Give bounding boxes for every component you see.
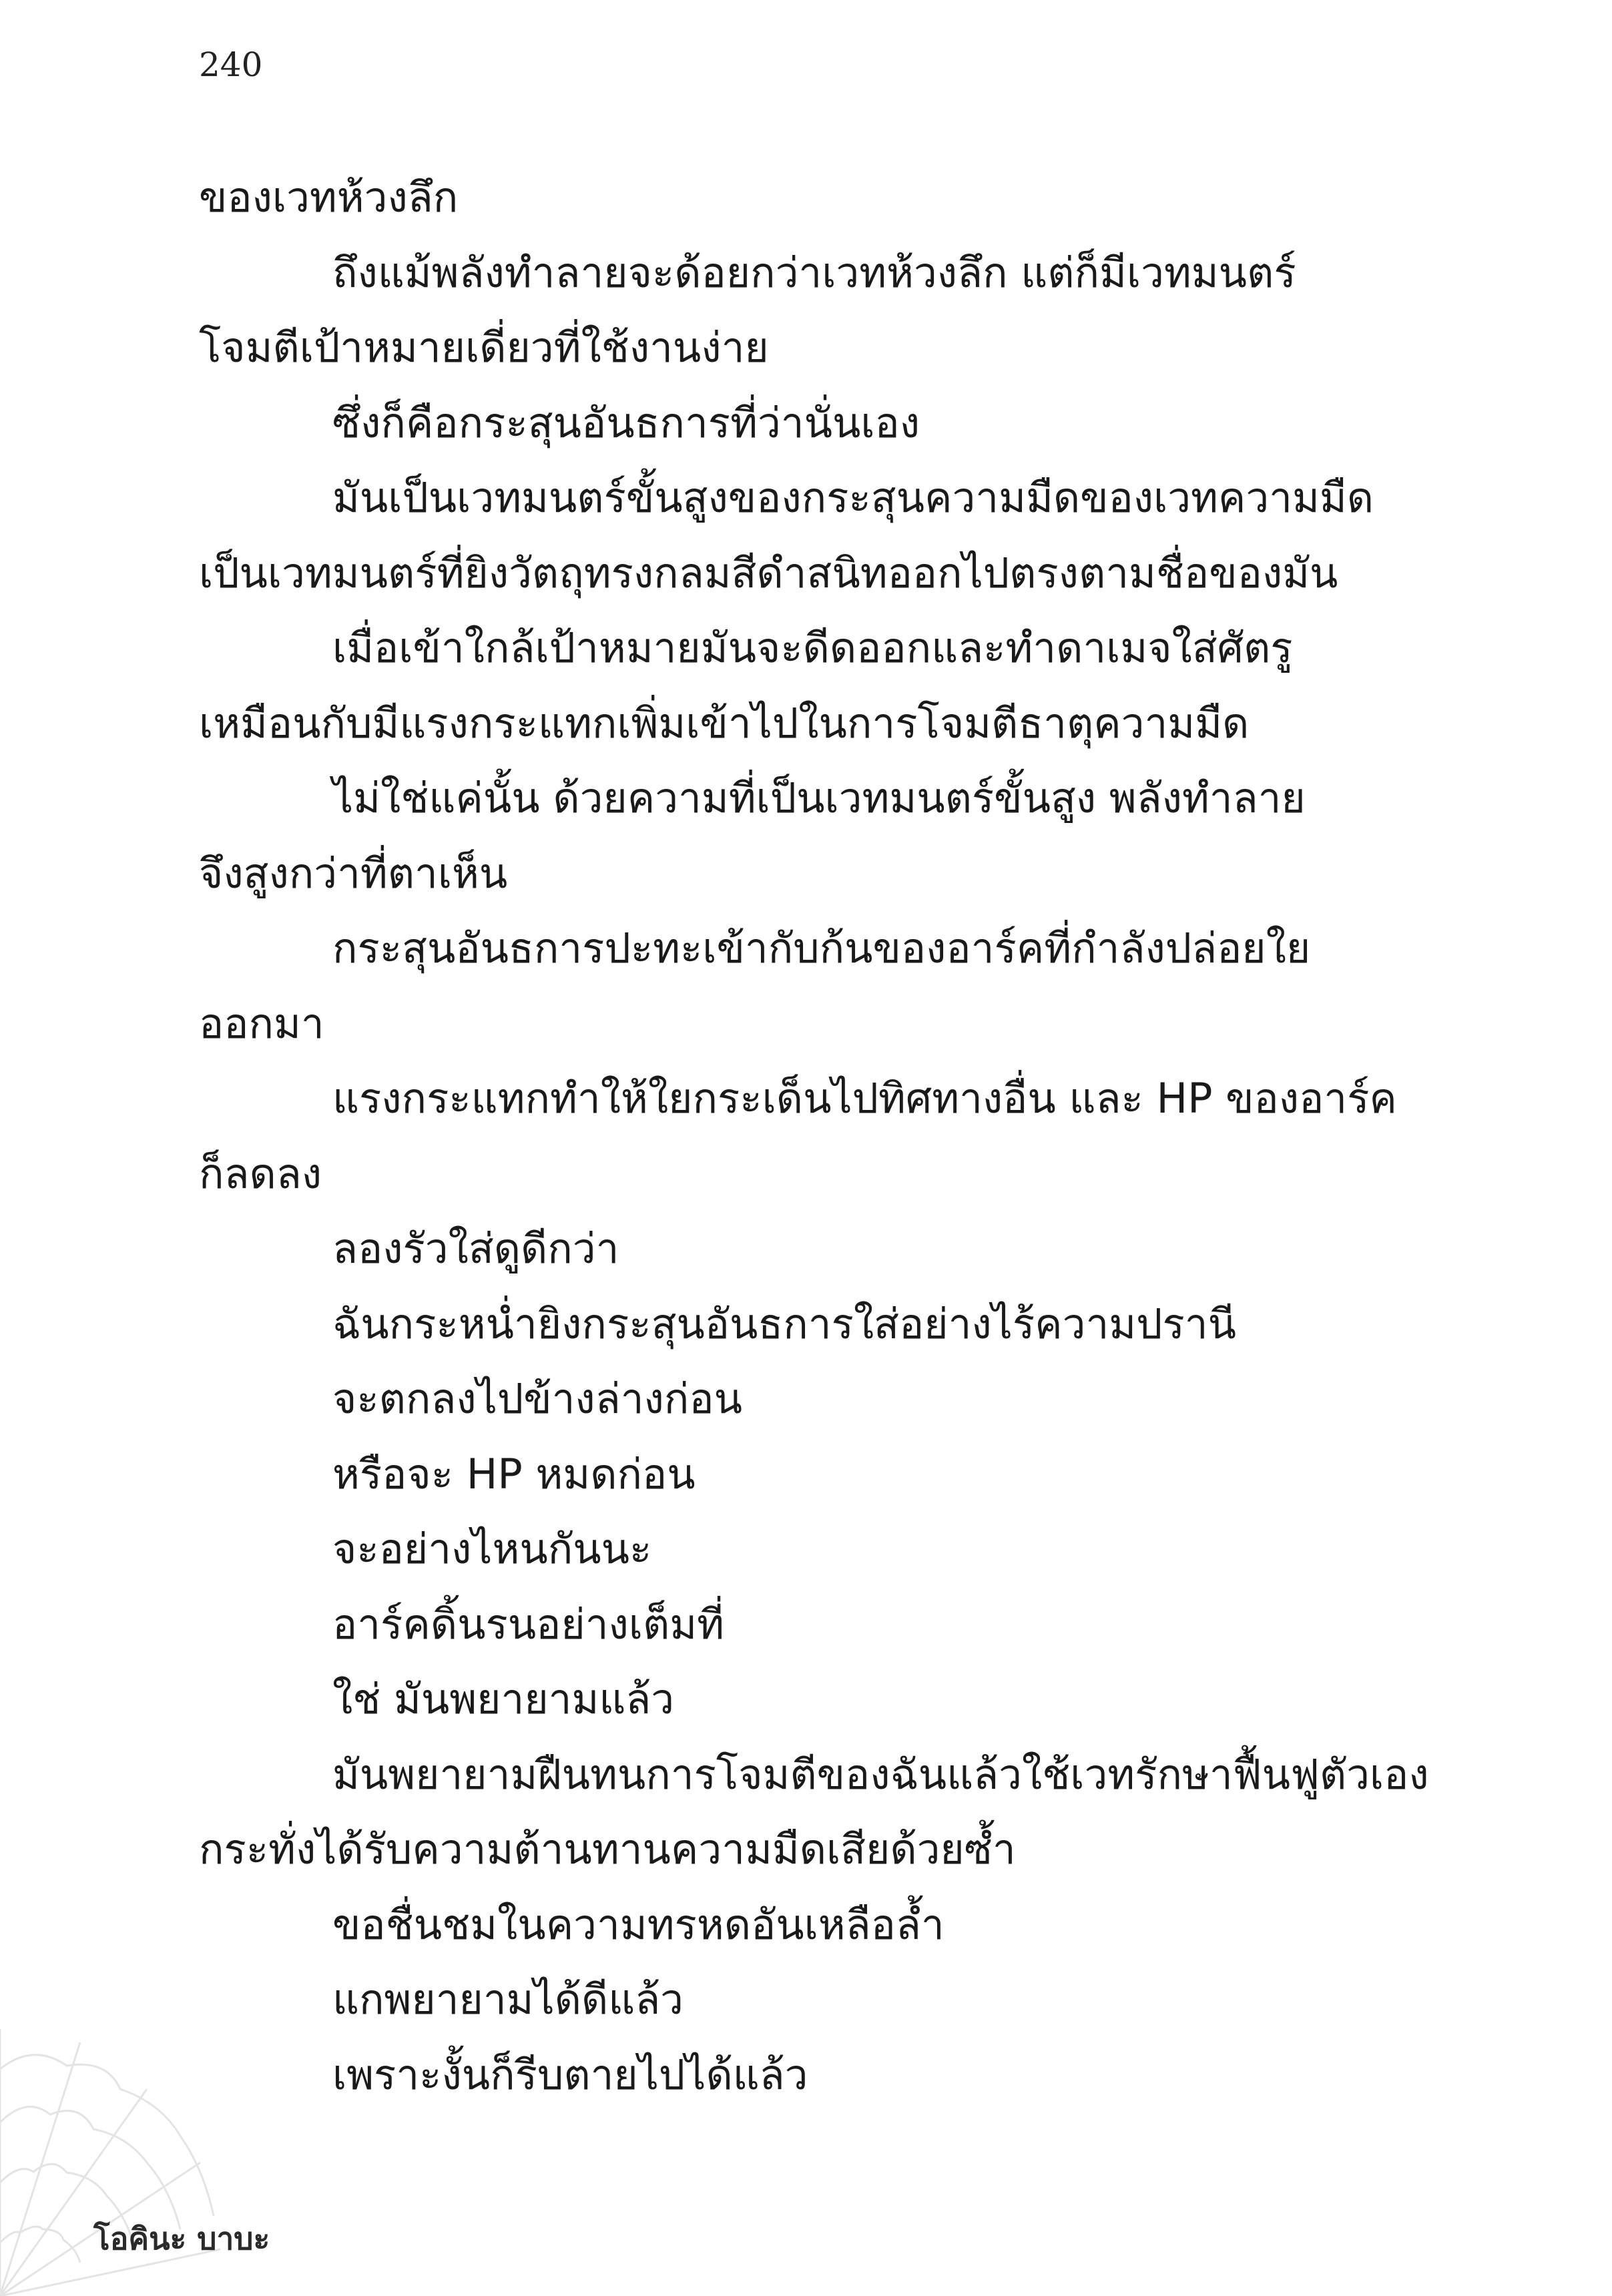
footer-author: โอคินะ บาบะ [93,2221,270,2257]
text-line: ออกมา [199,998,324,1048]
text-line: จะตกลงไปข้างล่างก่อน [332,1374,742,1423]
text-line: จึงสูงกว่าที่ตาเห็น [199,848,508,898]
text-line: ของเวทห้วงลึก [199,173,459,222]
text-line: แรงกระแทกทำให้ใยกระเด็นไปทิศทางอื่น และ HP ของอาร์ค [332,1074,1397,1123]
text-line: กระสุนอันธการปะทะเข้ากับก้นของอาร์คที่กำลังปล่อยใย [332,924,1311,972]
text-line: กระทั่งได้รับความต้านทานความมืดเสียด้วยซ้ำ [199,1825,1016,1874]
text-line: เมื่อเข้าใกล้เป้าหมายมันจะดีดออกและทำดาเมจใส่ศัตรู [332,623,1293,672]
text-line: เหมือนกับมีแรงกระแทกเพิ่มเข้าไปในการโจมตีธาตุความมืด [199,698,1250,748]
body-text [199,160,1429,2112]
text-line: มันเป็นเวทมนตร์ขั้นสูงของกระสุนความมืดของเวทความมืด [332,473,1374,522]
page-number: 240 [199,45,263,84]
text-line: หรือจะ HP หมดก่อน [332,1449,696,1498]
text-line: ก็ลดลง [199,1149,322,1198]
text-line: เป็นเวทมนตร์ที่ยิงวัตถุทรงกลมสีดำสนิทออกไปตรงตามชื่อของมัน [199,548,1338,597]
text-line: ถึงแม้พลังทำลายจะด้อยกว่าเวทห้วงลึก แต่ก็มีเวทมนตร์ [332,248,1296,297]
text-line: ไม่ใช่แค่นั้น ด้วยความที่เป็นเวทมนตร์ขั้นสูง พลังทำลาย [332,774,1306,822]
text-line: โจมตีเป้าหมายเดี่ยวที่ใช้งานง่าย [199,323,769,372]
text-line: ขอชื่นชมในความทรหดอันเหลือล้ำ [332,1900,945,1949]
text-line: อาร์คดิ้นรนอย่างเต็มที่ [332,1599,725,1649]
text-line: เพราะงั้นก็รีบตายไปได้แล้ว [332,2050,808,2099]
text-line: แกพยายามได้ดีแล้ว [332,1975,684,2024]
text-line: มันพยายามฝืนทนการโจมตีของฉันแล้วใช้เวทรักษาฟื้นฟูตัวเอง [332,1749,1429,1799]
text-line: จะอย่างไหนกันนะ [332,1524,652,1573]
text-line: ใช่ มันพยายามแล้ว [332,1675,675,1723]
text-line: ฉันกระหน่ำยิงกระสุนอันธการใส่อย่างไร้ความปรานี [332,1299,1236,1348]
text-line: ซึ่งก็คือกระสุนอันธการที่ว่านั่นเอง [332,398,920,447]
text-line: ลองรัวใส่ดูดีกว่า [332,1224,619,1273]
